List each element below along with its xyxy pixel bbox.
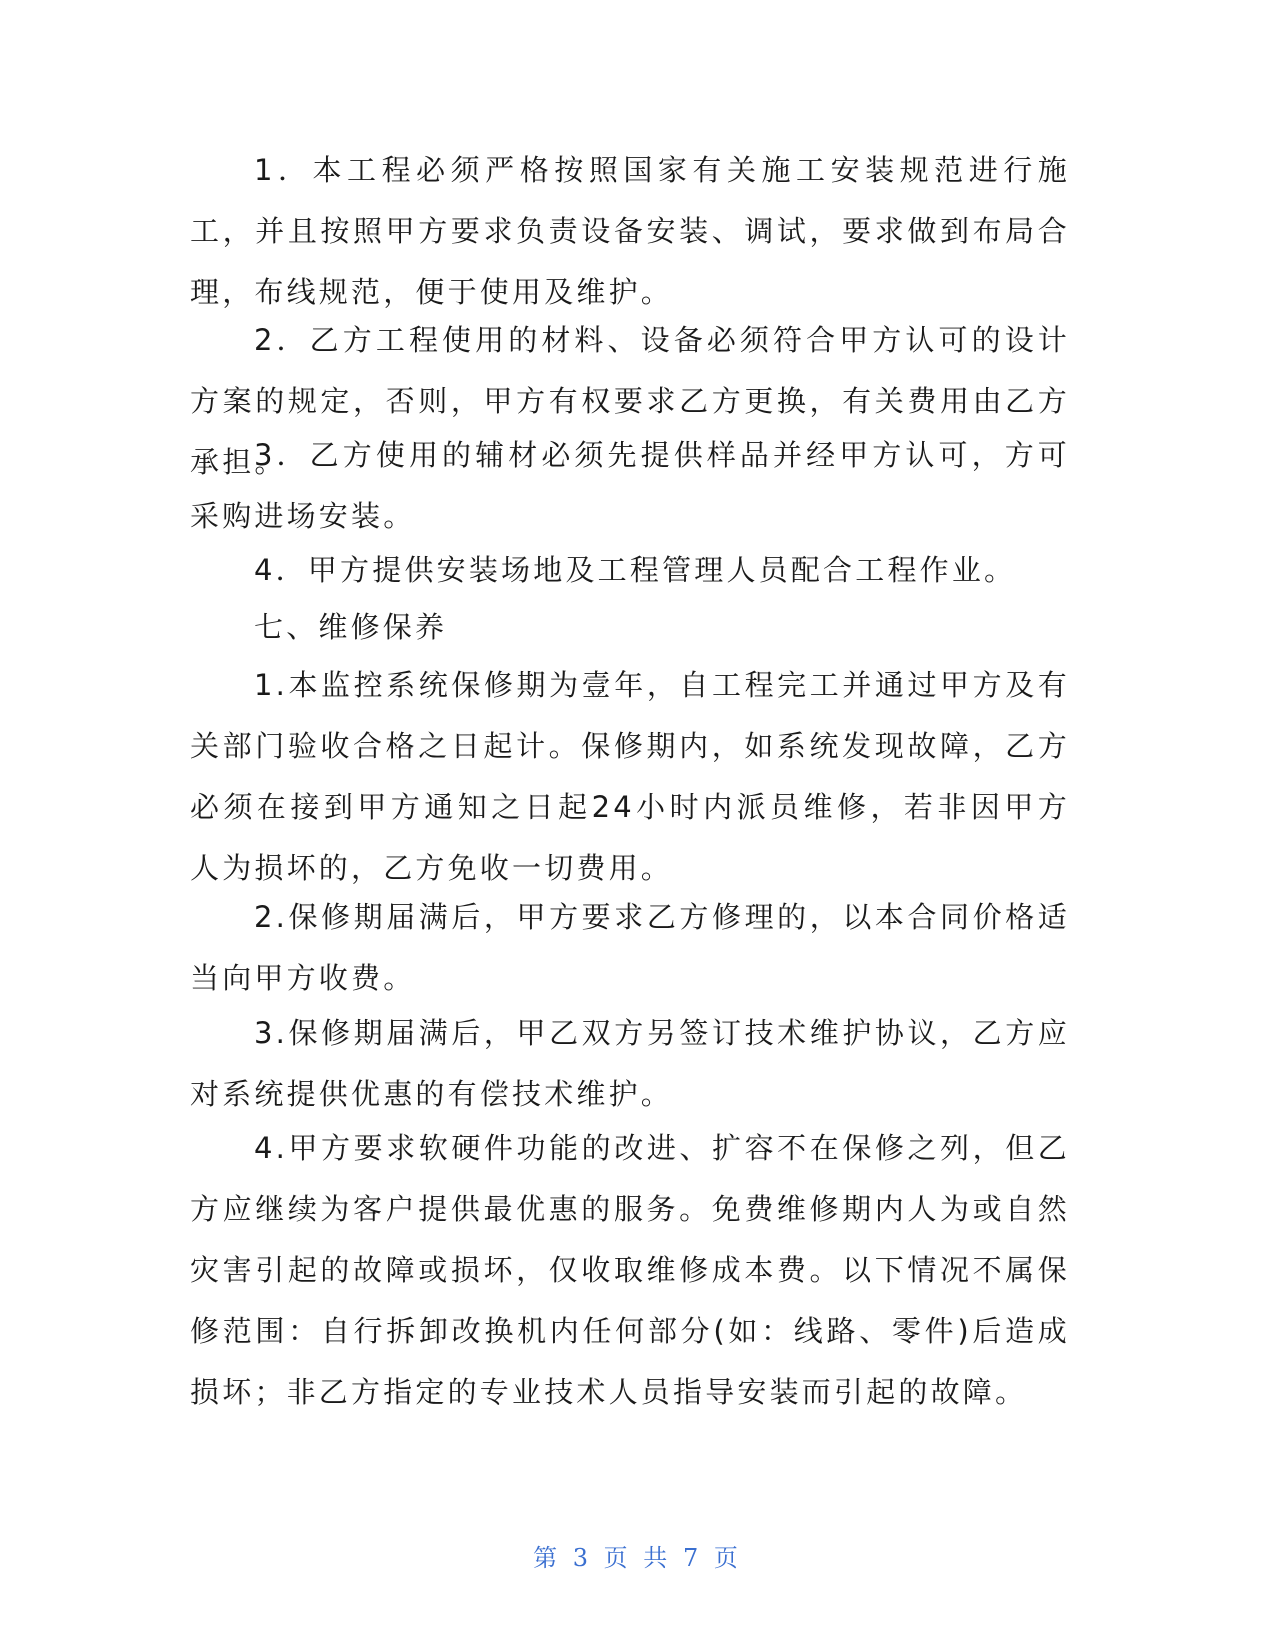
paragraph-warranty-exclusions: 4.甲方要求软硬件功能的改进、扩容不在保修之列，但乙方应继续为客户提供最优惠的服务。免费维修期内人为或自然灾害引起的故障或损坏，仅收取维修成本费。以下情况不属保修范围：自行拆卸改换机内任何部分(如：线路、零件)后造成损坏；非乙方指定的专业技术人员指导安装而引起的故障。 (190, 1131, 1070, 1409)
paragraph-technical-maintenance-agreement: 3.保修期届满后，甲乙双方另签订技术维护协议，乙方应对系统提供优惠的有偿技术维护。 (190, 1016, 1070, 1111)
section-heading-maintenance: 七、维修保养 (254, 610, 448, 644)
page-number-footer: 第 3 页 共 7 页 (533, 1544, 742, 1572)
paragraph-materials-equipment: 2．乙方工程使用的材料、设备必须符合甲方认可的设计方案的规定，否则，甲方有权要求乙方更换，有关费用由乙方承担。 (190, 323, 1070, 479)
paragraph-post-warranty-fees: 2.保修期届满后，甲方要求乙方修理的，以本合同价格适当向甲方收费。 (190, 900, 1070, 995)
paragraph-construction-standards: 1．本工程必须严格按照国家有关施工安装规范进行施工，并且按照甲方要求负责设备安装、调试，要求做到布局合理，布线规范，便于使用及维护。 (190, 153, 1070, 309)
paragraph-site-provision: 4．甲方提供安装场地及工程管理人员配合工程作业。 (254, 553, 1017, 587)
paragraph-auxiliary-materials: 3．乙方使用的辅材必须先提供样品并经甲方认可，方可采购进场安装。 (190, 438, 1070, 533)
paragraph-warranty-period: 1.本监控系统保修期为壹年，自工程完工并通过甲方及有关部门验收合格之日起计。保修期内，如系统发现故障，乙方必须在接到甲方通知之日起24小时内派员维修，若非因甲方人为损坏的，乙方免收一切费用。 (190, 668, 1070, 885)
